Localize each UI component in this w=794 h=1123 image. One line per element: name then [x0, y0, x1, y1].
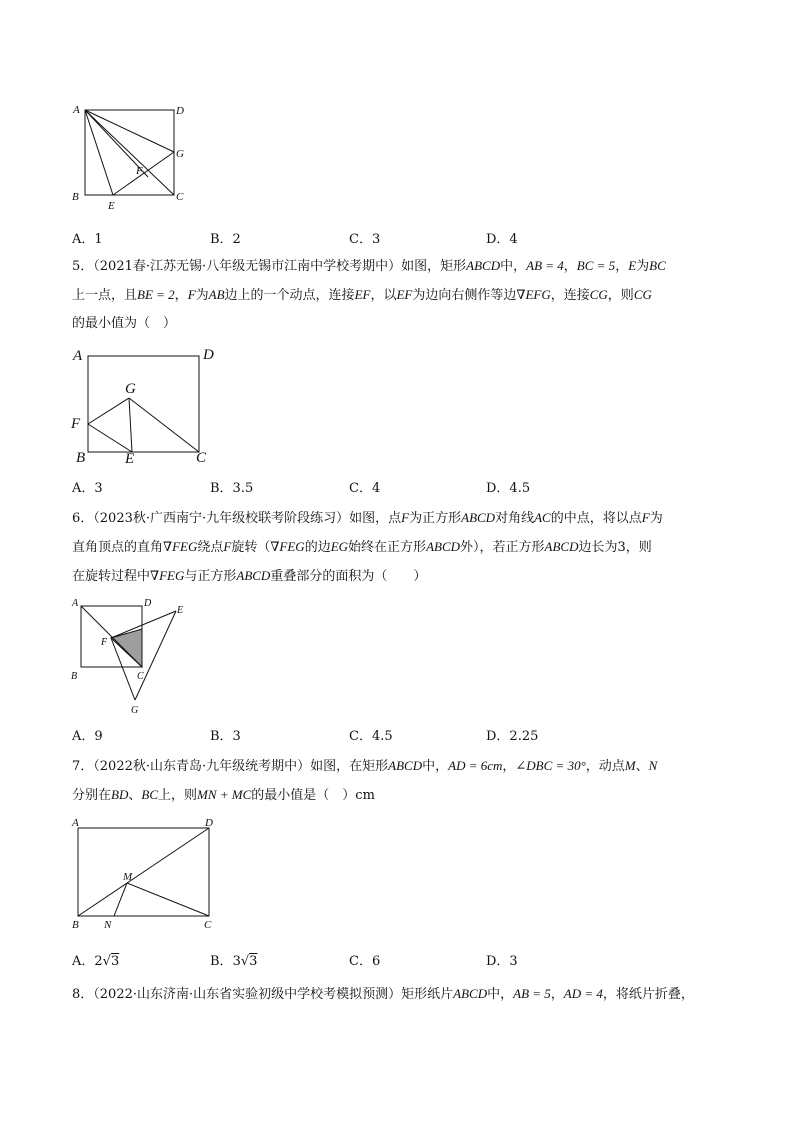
q5-options: [72, 477, 712, 497]
q6-overlap-region: [111, 629, 142, 667]
q6-label-d: D: [144, 598, 152, 609]
q4-label-f: F: [136, 165, 143, 177]
q5-option-a[interactable]: A．3: [72, 481, 103, 496]
q4-label-e: E: [108, 200, 115, 212]
q5-label-a: A: [73, 348, 83, 364]
q4-label-c: C: [176, 191, 184, 203]
q6-figure: [68, 596, 198, 716]
q6-label-f: F: [101, 637, 108, 648]
q4-option-b[interactable]: B．2: [210, 232, 241, 247]
q6-option-a[interactable]: A．9: [72, 729, 103, 744]
q6-label-e: E: [177, 605, 184, 616]
q4-options: [72, 228, 712, 248]
q6-label-c: C: [137, 671, 144, 682]
q7-figure: [68, 812, 228, 937]
q4-option-d[interactable]: D．4: [486, 232, 518, 247]
q7-option-b[interactable]: B．3√3: [210, 954, 258, 969]
q5-label-e: E: [125, 451, 135, 467]
q5-label-d: D: [203, 347, 214, 363]
q7-label-m: M: [123, 871, 133, 883]
q5-label-b: B: [76, 450, 86, 466]
q6-label-a: A: [72, 598, 79, 609]
q7-option-a[interactable]: A．2√3: [72, 954, 120, 969]
q4-option-c[interactable]: C．3: [349, 232, 381, 247]
q6-option-d[interactable]: D．2.25: [486, 729, 539, 744]
q5-label-f: F: [71, 416, 81, 432]
q5-text: 5．（2021春·江苏无锡·八年级无锡市江南中学校考期中）如图，矩形ABCD中，AB = 4，BC = 5，E为BC 上一点，且BE = 2，F为AB边上的一个动点，连接EF，以EF为边向右侧作等边∇EFG，连接CG，则CG 的最小值为（ ）: [72, 258, 666, 331]
q6-options: [72, 725, 712, 745]
q6-label-g: G: [131, 705, 139, 716]
q5-label-g: G: [125, 381, 136, 397]
q6-text: 6．（2023秋·广西南宁·九年级校联考阶段练习）如图，点F为正方形ABCD对角线AC的中点，将以点F为 直角顶点的直角∇FEG绕点F旋转（∇FEG的边EG始终在正方形ABCD外），若正方形ABCD边长为3，则 在旋转过程中∇FEG与正方形ABCD重叠部分的面积为（ ）: [72, 510, 663, 584]
q7-options: [72, 950, 712, 970]
q5-option-d[interactable]: D．4.5: [486, 481, 531, 496]
q4-label-d: D: [176, 105, 184, 117]
q4-label-b: B: [72, 191, 79, 203]
q4-figure: [68, 100, 198, 215]
q7-label-a: A: [72, 817, 79, 829]
q5-option-b[interactable]: B．3.5: [210, 481, 254, 496]
q5-label-c: C: [196, 450, 207, 466]
q6-option-c[interactable]: C．4.5: [349, 729, 393, 744]
q7-label-d: D: [205, 817, 213, 829]
q6-option-b[interactable]: B．3: [210, 729, 241, 744]
q4-option-a[interactable]: A．1: [72, 232, 103, 247]
q7-label-c: C: [204, 919, 212, 931]
q7-option-d[interactable]: D．3: [486, 954, 518, 969]
q6-label-b: B: [71, 671, 78, 682]
q5-option-c[interactable]: C．4: [349, 481, 381, 496]
q4-label-a: A: [73, 104, 80, 116]
q7-text: 7．（2022秋·山东青岛·九年级统考期中）如图，在矩形ABCD中，AD = 6cm，∠DBC = 30°，动点M、N 分别在BD、BC上，则MN + MC的最小值是（ ）cm: [72, 758, 658, 803]
q7-label-n: N: [104, 919, 112, 931]
q7-label-b: B: [72, 919, 79, 931]
q4-label-g: G: [176, 148, 184, 160]
q5-figure: [68, 342, 228, 467]
q8-text: 8．（2022·山东济南·山东省实验初级中学校考模拟预测）矩形纸片ABCD中，AB = 5，AD = 4，将纸片折叠，: [72, 986, 694, 1002]
q7-option-c[interactable]: C．6: [349, 954, 381, 969]
